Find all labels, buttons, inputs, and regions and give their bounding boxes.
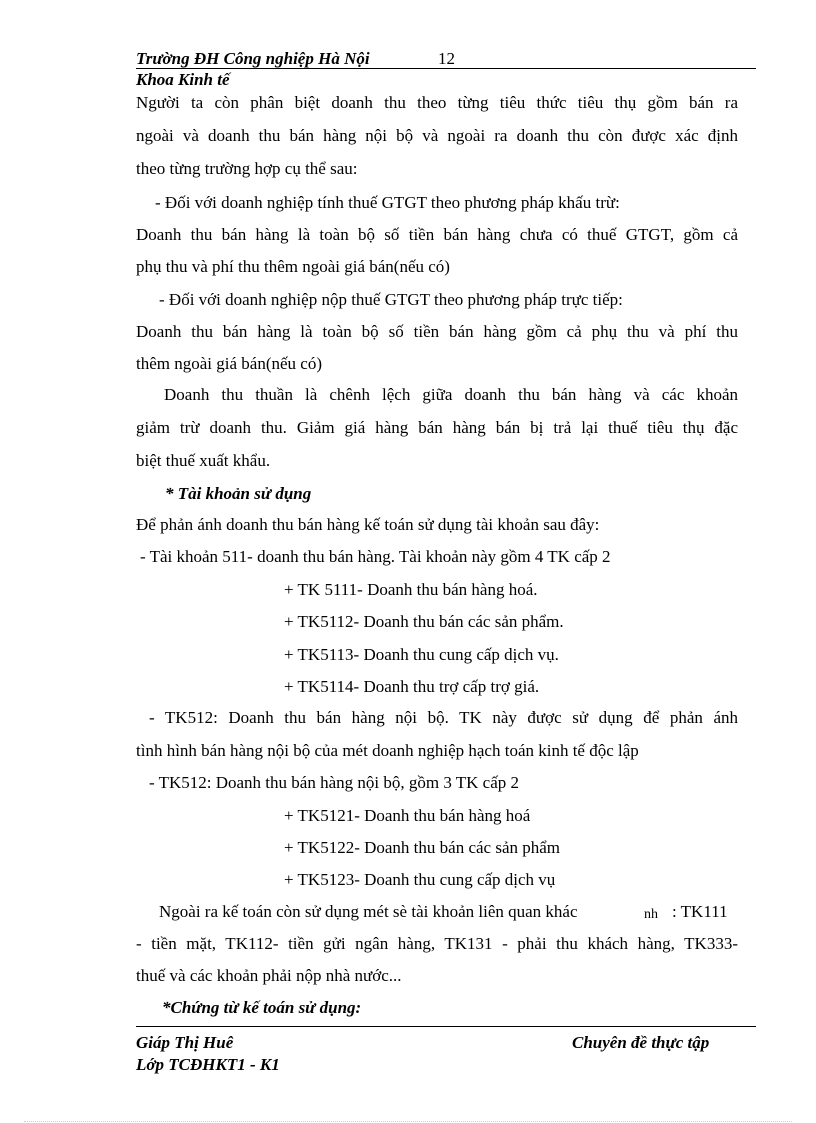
section-heading: * Tài khoản sử dụng — [165, 484, 312, 503]
header-school: Trường ĐH Công nghiệp Hà Nội — [136, 49, 370, 68]
paragraph-line: phụ thu và phí thu thêm ngoài giá bán(nếu có) — [136, 257, 450, 276]
paragraph-line: Để phản ánh doanh thu bán hàng kế toán sử dụng tài khoản sau đây: — [136, 515, 600, 534]
paragraph-line: biệt thuế xuất khẩu. — [136, 451, 271, 470]
list-item: + TK 5111- Doanh thu bán hàng hoá. — [284, 580, 538, 599]
paragraph-line: theo từng trường hợp cụ thể sau: — [136, 159, 358, 178]
paragraph-line: tình hình bán hàng nội bộ của mét doanh nghiệp hạch toán kinh tế độc lập — [136, 741, 639, 760]
paragraph-line: - Tài khoản 511- doanh thu bán hàng. Tài khoản này gồm 4 TK cấp 2 — [140, 547, 611, 566]
paragraph-line: Doanh thu bán hàng là toàn bộ số tiền bán hàng gồm cả phụ thu và phí thu — [136, 322, 738, 341]
paragraph-line: - TK512: Doanh thu bán hàng nội bộ, gồm 3 TK cấp 2 — [149, 773, 520, 792]
paragraph-fragment: : TK111 — [672, 902, 728, 921]
paragraph-line: thêm ngoài giá bán(nếu có) — [136, 354, 322, 373]
paragraph-line: ngoài và doanh thu bán hàng nội bộ và ngoài ra doanh thu còn được xác định — [136, 126, 738, 145]
footer-class: Lớp TCĐHKT1 - K1 — [136, 1055, 280, 1074]
list-item: + TK5112- Doanh thu bán các sản phẩm. — [284, 612, 564, 631]
list-item: + TK5114- Doanh thu trợ cấp trợ giá. — [284, 677, 540, 696]
paragraph-line: Người ta còn phân biệt doanh thu theo từng tiêu thức tiêu thụ gồm bán ra — [136, 93, 738, 112]
paragraph-line: - TK512: Doanh thu bán hàng nội bộ. TK này được sử dụng để phản ánh — [149, 708, 738, 727]
list-item: + TK5123- Doanh thu cung cấp dịch vụ — [284, 870, 556, 889]
footer-rule — [136, 1026, 756, 1027]
footer-topic: Chuyên đề thực tập — [572, 1033, 710, 1052]
paragraph-line: - Đối với doanh nghiệp tính thuế GTGT theo phương pháp khấu trừ: — [155, 193, 620, 212]
header-faculty: Khoa Kinh tế — [136, 70, 230, 89]
paragraph-line: Ngoài ra kế toán còn sử dụng mét sè tài khoản liên quan khác — [159, 902, 578, 921]
section-heading: *Chứng từ kế toán sử dụng: — [162, 998, 362, 1017]
page-edge — [24, 1121, 792, 1122]
list-item: + TK5121- Doanh thu bán hàng hoá — [284, 806, 531, 825]
paragraph-line: - Đối với doanh nghiệp nộp thuế GTGT theo phương pháp trực tiếp: — [159, 290, 623, 309]
list-item: + TK5113- Doanh thu cung cấp dịch vụ. — [284, 645, 559, 664]
list-item: + TK5122- Doanh thu bán các sản phẩm — [284, 838, 561, 857]
paragraph-line: Doanh thu thuần là chênh lệch giữa doanh thu bán hàng và các khoản — [164, 385, 738, 404]
paragraph-line: giảm trừ doanh thu. Giảm giá hàng bán hàng bán bị trả lại thuế tiêu thụ đặc — [136, 418, 738, 437]
footer-author: Giáp Thị Huê — [136, 1033, 234, 1052]
paragraph-line: Doanh thu bán hàng là toàn bộ số tiền bán hàng chưa có thuế GTGT, gồm cả — [136, 225, 738, 244]
paragraph-line: thuế và các khoản phải nộp nhà nước... — [136, 966, 402, 985]
header-rule — [136, 68, 756, 69]
paragraph-line: - tiền mặt, TK112- tiền gửi ngân hàng, TK131 - phải thu khách hàng, TK333- — [136, 934, 738, 953]
paragraph-fragment: nh — [644, 907, 658, 922]
page-number: 12 — [438, 49, 455, 68]
